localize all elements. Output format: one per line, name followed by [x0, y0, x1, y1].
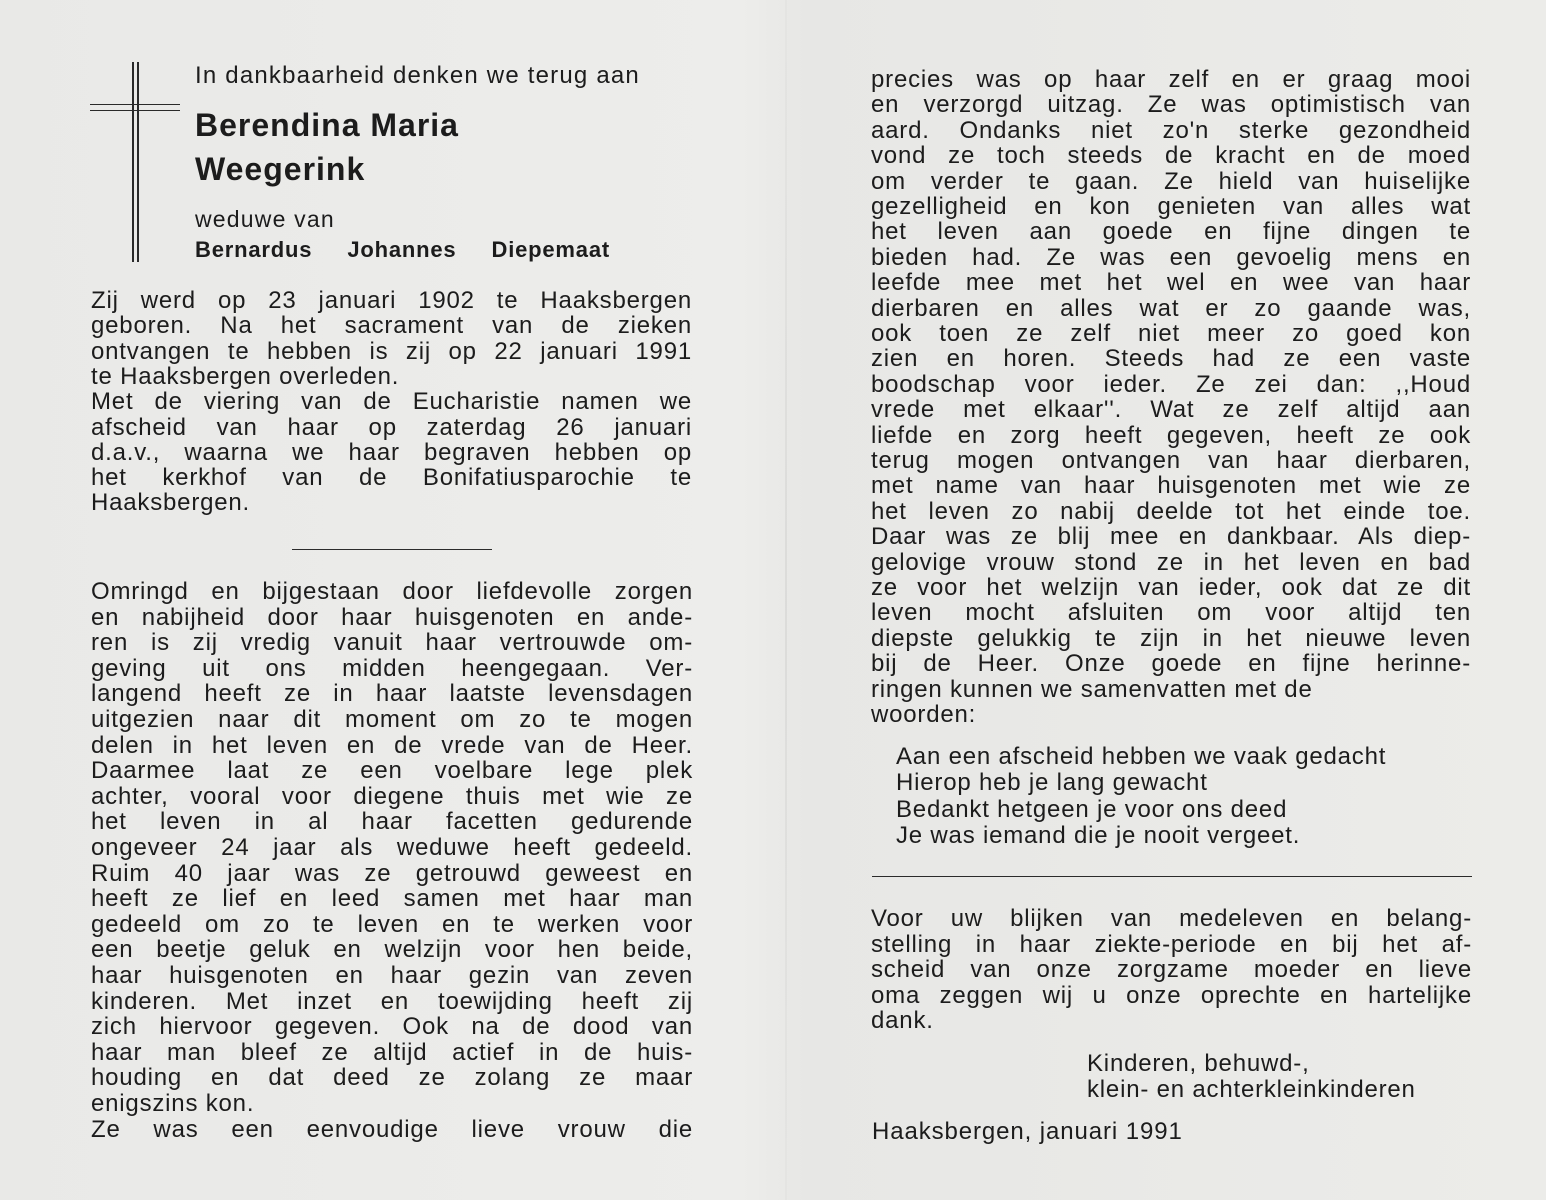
biography-line: Zij werd op 23 januari 1902 te Haaksbergen [91, 287, 692, 314]
memorial-right-line: het leven aan goede en fijne dingen te [871, 218, 1471, 246]
memorial-right-line: dierbaren en alles wat er zo gaande was, [871, 294, 1471, 322]
memorial-left-line: gedeeld om zo te leven en te werken voor [91, 910, 693, 938]
memorial-left-line: heeft ze lief en leed samen met haar man [91, 885, 693, 913]
thanks-line: Voor uw blijken van medeleven en belang- [871, 905, 1472, 932]
thanks-line: scheid van onze zorgzame moeder en lieve [871, 956, 1472, 983]
memorial-left-line: haar man bleef ze altijd actief in de huis- [91, 1038, 693, 1066]
biography-line: d.a.v., waarna we haar begraven hebben op [91, 438, 692, 466]
biography-line: ontvangen te hebben is zij op 22 januari 1991 [91, 337, 692, 365]
memorial-left-line: het leven in al haar facetten gedurende [91, 808, 693, 836]
memorial-right-line: boodschap voor ieder. Ze zei dan: ,,Houd [871, 370, 1471, 398]
thanks-line: oma zeggen wij u onze oprechte en hartelijke [871, 981, 1472, 1009]
memorial-right-line: gelovige vrouw stond ze in het leven en bad [871, 548, 1471, 576]
divider-right [872, 876, 1472, 877]
memorial-right-line: ze voor het welzijn van ieder, ook dat ze dit [871, 574, 1471, 601]
memorial-right-line: woorden: [871, 701, 977, 728]
biography-line: te Haaksbergen overleden. [91, 362, 400, 390]
memorial-left-line: Ze was een eenvoudige lieve vrouw die [91, 1115, 693, 1143]
memorial-right-line: zien en horen. Steeds had ze een vaste [871, 345, 1471, 373]
poem-line: Je was iemand die je nooit vergeet. [896, 821, 1301, 849]
poem-line: Hierop heb je lang gewacht [896, 769, 1208, 797]
memorial-left-line: houding en dat deed ze zolang ze maar [91, 1064, 693, 1092]
biography-line: Met de viering van de Eucharistie namen we [91, 388, 692, 416]
memorial-right-line: ook toen ze zelf niet meer zo goed kon [871, 320, 1471, 347]
memorial-right-line: liefde en zorg heeft gegeven, heeft ze ook [871, 421, 1471, 449]
poem-line: Aan een afscheid hebben we vaak gedacht [896, 743, 1387, 770]
thanks-line: stelling in haar ziekte-periode en bij het af- [871, 930, 1472, 958]
memorial-left-line: Daarmee laat ze een voelbare lege plek [91, 757, 693, 785]
biography-line: geboren. Na het sacrament van de zieken [91, 312, 692, 340]
memorial-left-line: kinderen. Met inzet en toewijding heeft zij [91, 987, 693, 1015]
place-date: Haaksbergen, januari 1991 [872, 1118, 1183, 1145]
memorial-right-line: aard. Ondanks niet zo'n sterke gezondheid [871, 116, 1471, 144]
memorial-right-line: precies was op haar zelf en er graag mooi [871, 66, 1471, 93]
memorial-left-line: een beetje geluk en welzijn voor hen beide, [91, 936, 693, 964]
memorial-right-line: bieden had. Ze was een gevoelig mens en [871, 243, 1471, 271]
memorial-left-line: haar huisgenoten en haar gezin van zeven [91, 962, 693, 989]
memorial-right-line: vond ze toch steeds de kracht en de moed [871, 142, 1471, 170]
memorial-left-line: Omringd en bijgestaan door liefdevolle zorgen [91, 578, 693, 605]
divider-left [292, 549, 492, 550]
biography-line: Haaksbergen. [91, 489, 251, 517]
memorial-right-line: om verder te gaan. Ze hield van huiselijke [871, 167, 1471, 195]
memorial-right-line: leven mocht afsluiten om voor altijd ten [871, 599, 1471, 627]
husband-name: Bernardus Johannes Diepemaat [195, 237, 610, 262]
memorial-right-line: gezelligheid en kon genieten van alles wat [871, 193, 1471, 220]
memorial-right-line: ringen kunnen we samenvatten met de [871, 675, 1313, 703]
biography-line: afscheid van haar op zaterdag 26 januari [91, 413, 692, 441]
memorial-right-line: vrede met elkaar''. Wat ze zelf altijd aan [871, 396, 1471, 424]
memorial-left-line: en nabijheid door haar huisgenoten en ande- [91, 603, 693, 631]
card-fold [785, 0, 787, 1200]
signature-line: klein- en achterkleinkinderen [1087, 1076, 1416, 1103]
deceased-surname: Weegerink [195, 151, 366, 187]
memorial-left-line: geving uit ons midden heengegaan. Ver- [91, 654, 693, 682]
memorial-right-line: en verzorgd uitzag. Ze was optimistisch van [871, 91, 1471, 119]
memorial-right-line: bij de Heer. Onze goede en fijne herinne- [871, 650, 1471, 678]
memorial-left-line: achter, vooral voor diegene thuis met wie ze [91, 782, 693, 810]
memorial-left-line: enigszins kon. [91, 1090, 255, 1117]
intro-text: In dankbaarheid denken we terug aan [195, 62, 640, 89]
poem-line: Bedankt hetgeen je voor ons deed [896, 795, 1288, 823]
memorial-left-line: ren is zij vredig vanuit haar vertrouwde om- [91, 629, 693, 657]
signature-line: Kinderen, behuwd-, [1087, 1050, 1310, 1077]
memorial-left-line: delen in het leven en de vrede van de Heer. [91, 731, 693, 759]
biography-line: het kerkhof van de Bonifatiusparochie te [91, 464, 692, 492]
memorial-left-line: uitgezien naar dit moment om zo te mogen [91, 706, 693, 733]
memorial-right-line: terug mogen ontvangen van haar dierbaren, [871, 447, 1471, 474]
memorial-right-line: leefde mee met het wel en wee van haar [871, 269, 1471, 297]
memorial-right-line: diepste gelukkig te zijn in het nieuwe leven [871, 624, 1471, 652]
memorial-right-line: met name van haar huisgenoten met wie ze [871, 472, 1471, 500]
thanks-line: dank. [871, 1007, 934, 1034]
memorial-left-line: ongeveer 24 jaar als weduwe heeft gedeeld. [91, 834, 693, 861]
widow-of-label: weduwe van [195, 206, 335, 232]
memorial-left-line: Ruim 40 jaar was ze getrouwd geweest en [91, 859, 693, 887]
memorial-left-line: zich hiervoor gegeven. Ook na de dood van [91, 1013, 693, 1041]
memorial-right-line: het leven zo nabij deelde tot het einde toe. [871, 497, 1471, 525]
deceased-first-names: Berendina Maria [195, 107, 459, 143]
memorial-left-line: langend heeft ze in haar laatste levensdagen [91, 680, 693, 708]
memorial-right-line: Daar was ze blij mee en dankbaar. Als diep- [871, 523, 1471, 551]
